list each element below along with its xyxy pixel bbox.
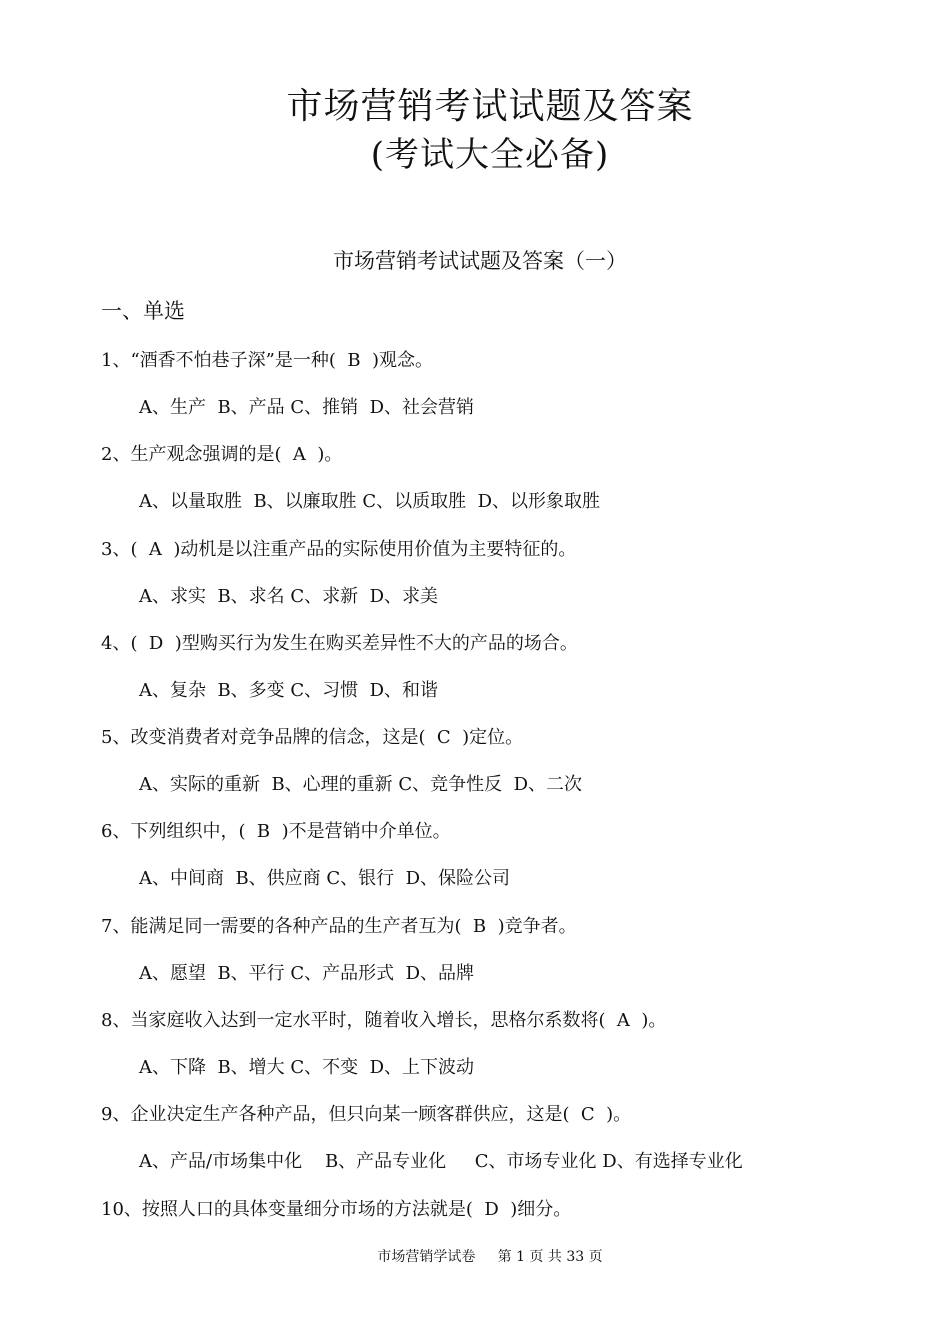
question-options: A、求实 B、求名 C、求新 D、求美 (139, 585, 439, 607)
question-options: A、实际的重新 B、心理的重新 C、竞争性反 D、二次 (139, 774, 583, 796)
question-text: 9、企业决定生产各种产品，但只向某一顾客群供应，这是( C )。 (101, 1104, 632, 1126)
question-item (101, 816, 901, 910)
question-item (101, 1005, 901, 1099)
question-item (101, 1194, 901, 1288)
question-item (101, 345, 901, 439)
question-text: 1、“酒香不怕巷子深”是一种( B )观念。 (101, 350, 434, 371)
question-options: A、愿望 B、平行 C、产品形式 D、品牌 (139, 962, 475, 984)
question-options: A、下降 B、增大 C、不变 D、上下波动 (139, 1057, 475, 1079)
question-text: 8、当家庭收入达到一定水平时，随着收入增长，思格尔系数将( A )。 (101, 1010, 667, 1032)
question-text: 5、改变消费者对竞争品牌的信念，这是( C )定位。 (101, 727, 524, 749)
section-title: 市场营销考试试题及答案（一） (333, 249, 627, 273)
question-text: 10、按照人口的具体变量细分市场的方法就是( D )细分。 (101, 1198, 572, 1220)
question-options: A、以量取胜 B、以廉取胜 C、以质取胜 D、以形象取胜 (139, 491, 601, 513)
part-title: 一、单选 (101, 299, 185, 323)
question-item (101, 439, 901, 533)
document-subtitle: (考试大全必备) (370, 135, 610, 175)
question-text: 4、( D )型购买行为发生在购买差异性不大的产品的场合。 (101, 632, 578, 654)
question-item (101, 534, 901, 628)
question-options: A、产品/市场集中化 B、产品专业化 C、市场专业化 D、有选择专业化 (139, 1151, 743, 1173)
question-options: A、中间商 B、供应商 C、银行 D、保险公司 (139, 868, 511, 890)
question-item (101, 628, 901, 722)
page-footer: 市场营销学试卷 第 1 页 共 33 页 (377, 1249, 603, 1265)
document-title-block (0, 82, 950, 178)
question-text: 6、下列组织中，( B )不是营销中介单位。 (101, 821, 451, 843)
question-text: 2、生产观念强调的是( A )。 (101, 444, 343, 466)
question-item (101, 911, 901, 1005)
question-text: 7、能满足同一需要的各种产品的生产者互为( B )竞争者。 (101, 915, 577, 937)
question-options: A、生产 B、产品 C、推销 D、社会营销 (139, 397, 475, 418)
question-options: A、复杂 B、多变 C、习惯 D、和谐 (139, 679, 439, 701)
question-text: 3、( A )动机是以注重产品的实际使用价值为主要特征的。 (101, 538, 577, 560)
question-list (101, 345, 901, 1288)
document-title: 市场营销考试试题及答案 (286, 86, 694, 127)
question-item (101, 722, 901, 816)
question-item (101, 1099, 901, 1193)
